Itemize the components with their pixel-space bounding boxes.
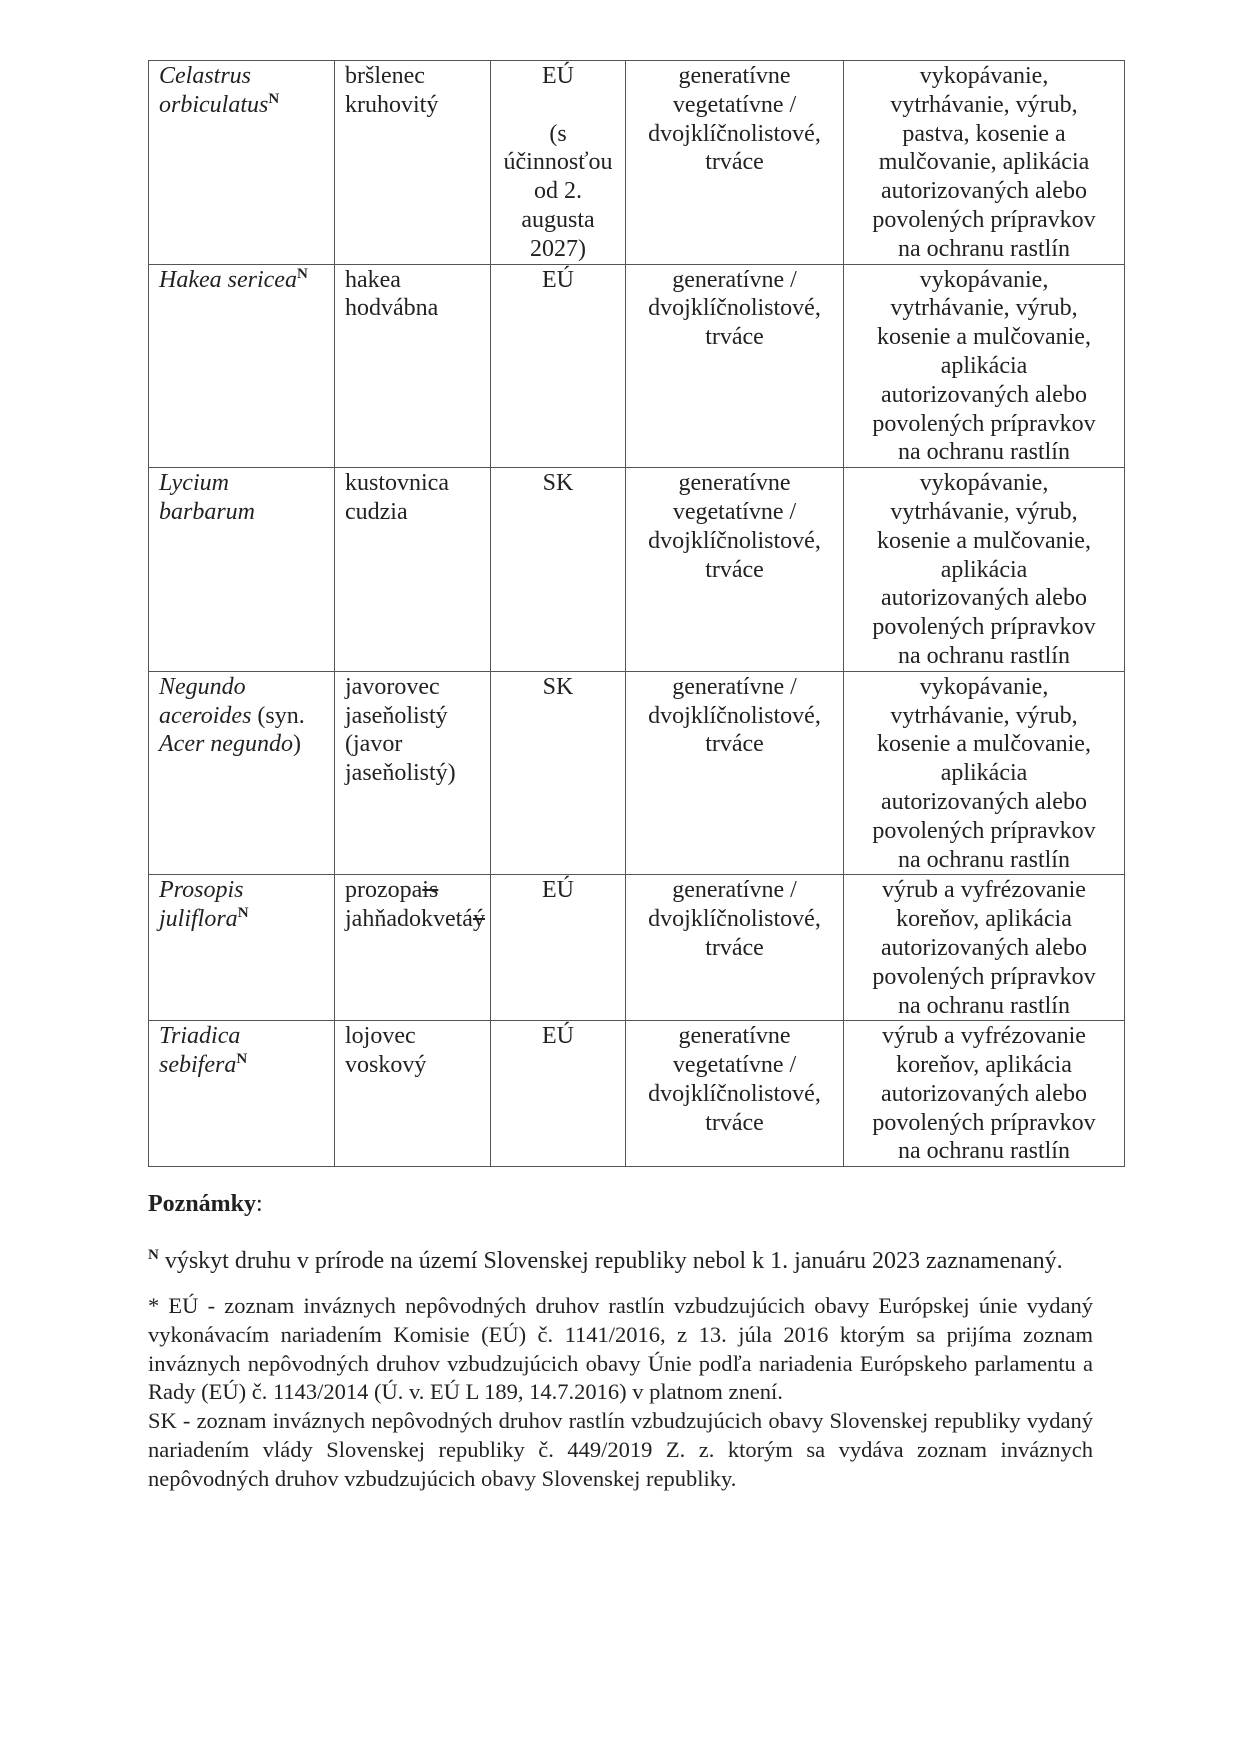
type-line: generatívne: [678, 63, 791, 89]
common-name-cell: [335, 61, 491, 265]
common-name-cell: [335, 671, 491, 875]
latin-name-cell: [149, 671, 335, 875]
type-line: dvojklíčnolistové,: [648, 295, 821, 322]
common-name-cell: [335, 468, 491, 672]
common-name-line: kustovnica: [345, 470, 449, 497]
table-row: [149, 61, 1125, 265]
type-line: generatívne: [678, 1023, 791, 1050]
synonym-name: Acer negundo: [159, 731, 293, 758]
common-name-cell: [335, 1021, 491, 1167]
common-name-line: cudzia: [345, 498, 408, 525]
method-line: aplikácia: [940, 760, 1028, 787]
method-line: mulčovanie, aplikácia: [878, 149, 1090, 176]
method-line: na ochranu rastlín: [898, 642, 1070, 669]
reproduction-type-cell: [626, 671, 844, 875]
notes-title: Poznámky: [148, 1191, 256, 1217]
common-name-cell: [335, 875, 491, 1021]
not-recorded-mark: N: [268, 90, 280, 107]
type-line: trváce: [705, 731, 764, 758]
type-line: dvojklíčnolistové,: [648, 120, 821, 147]
common-name-line: prozopa: [345, 877, 423, 904]
method-line: výrub a vyfrézovanie: [882, 877, 1086, 904]
status-cell: [491, 1021, 626, 1167]
latin-name-line: Celastrus: [159, 63, 252, 89]
method-line: na ochranu rastlín: [898, 992, 1070, 1019]
common-name-line: voskový: [345, 1052, 427, 1079]
method-line: pastva, kosenie a: [902, 120, 1066, 147]
status-line: SK: [542, 470, 574, 497]
status-line: augusta: [521, 206, 595, 233]
reproduction-type-cell: [626, 468, 844, 672]
method-line: vykopávanie,: [919, 470, 1049, 497]
method-line: autorizovaných alebo: [881, 585, 1087, 612]
type-line: trváce: [705, 324, 764, 351]
type-line: vegetatívne /: [672, 498, 797, 525]
method-line: vytrhávanie, výrub,: [890, 702, 1078, 729]
common-name-line: (javor: [345, 731, 403, 758]
method-line: autorizovaných alebo: [881, 934, 1087, 961]
common-name-cell: [335, 264, 491, 468]
type-line: generatívne /: [672, 877, 797, 904]
latin-name-cell: [149, 468, 335, 672]
latin-name-line: Lycium: [159, 470, 229, 497]
method-line: vytrhávanie, výrub,: [890, 498, 1078, 525]
latin-name-line: Prosopis: [159, 877, 244, 904]
common-name-line: hakea: [345, 266, 401, 293]
synonym-suffix: ): [292, 731, 301, 758]
status-line: EÚ: [542, 266, 574, 293]
removal-method-cell: [844, 875, 1125, 1021]
common-name-line: javorovec: [345, 673, 440, 700]
status-cell: [491, 875, 626, 1021]
removal-method-cell: [844, 61, 1125, 265]
method-line: na ochranu rastlín: [898, 439, 1070, 466]
type-line: trváce: [705, 149, 764, 176]
reproduction-type-cell: [626, 61, 844, 265]
common-name-line: jaseňolistý): [345, 760, 456, 787]
species-table: [148, 60, 1125, 1167]
type-line: dvojklíčnolistové,: [648, 1080, 821, 1107]
note-text: výskyt druhu v prírode na území Slovenskej republiky nebol k 1. januáru 2023 zaznamenaný.: [158, 1248, 1063, 1274]
latin-name-line: Negundo: [159, 673, 246, 700]
method-line: na ochranu rastlín: [898, 1138, 1070, 1165]
removal-method-cell: [844, 468, 1125, 672]
table-row: [149, 875, 1125, 1021]
common-name-line: hodvábna: [345, 295, 439, 322]
reproduction-type-cell: [626, 875, 844, 1021]
reproduction-type-cell: [626, 264, 844, 468]
method-line: kosenie a mulčovanie,: [877, 324, 1091, 351]
common-name-line: jahňadokvetá: [345, 906, 473, 933]
method-line: povolených prípravkov: [872, 817, 1096, 844]
struck-text: is: [422, 877, 439, 904]
type-line: trváce: [705, 556, 764, 583]
method-line: vykopávanie,: [919, 63, 1049, 89]
latin-name-cell: [149, 264, 335, 468]
status-cell: [491, 468, 626, 672]
reproduction-type-cell: [626, 1021, 844, 1167]
method-line: povolených prípravkov: [872, 614, 1096, 641]
status-cell: [491, 671, 626, 875]
table-row: [149, 671, 1125, 875]
method-line: kosenie a mulčovanie,: [877, 527, 1091, 554]
method-line: autorizovaných alebo: [881, 381, 1087, 408]
method-line: autorizovaných alebo: [881, 178, 1087, 205]
common-name-line: kruhovitý: [345, 91, 439, 118]
latin-name-cell: [149, 875, 335, 1021]
method-line: vytrhávanie, výrub,: [890, 295, 1078, 322]
method-line: na ochranu rastlín: [898, 846, 1070, 873]
latin-name-cell: [149, 61, 335, 265]
removal-method-cell: [844, 671, 1125, 875]
method-line: na ochranu rastlín: [898, 235, 1070, 262]
latin-name-line: Hakea sericea: [159, 266, 297, 293]
type-line: dvojklíčnolistové,: [648, 702, 821, 729]
type-line: dvojklíčnolistové,: [648, 906, 821, 933]
method-line: povolených prípravkov: [872, 410, 1096, 437]
type-line: generatívne /: [672, 673, 797, 700]
method-line: vytrhávanie, výrub,: [890, 91, 1078, 118]
method-line: koreňov, aplikácia: [896, 1052, 1072, 1079]
method-line: koreňov, aplikácia: [896, 906, 1072, 933]
method-line: autorizovaných alebo: [881, 788, 1087, 815]
status-line: (s: [549, 120, 567, 147]
note-lists: [148, 1292, 1093, 1494]
status-line: účinnosťou: [503, 149, 613, 176]
type-line: dvojklíčnolistové,: [648, 527, 821, 554]
removal-method-cell: [844, 1021, 1125, 1167]
not-recorded-mark: N: [148, 1247, 159, 1263]
common-name-line: bršlenec: [345, 63, 425, 89]
method-line: výrub a vyfrézovanie: [882, 1023, 1086, 1050]
notes-title-colon: :: [256, 1191, 263, 1217]
status-cell: [491, 264, 626, 468]
method-line: povolených prípravkov: [872, 963, 1096, 990]
latin-name-cell: [149, 1021, 335, 1167]
method-line: povolených prípravkov: [872, 1109, 1096, 1136]
method-line: vykopávanie,: [919, 266, 1049, 293]
status-line: EÚ: [542, 1023, 574, 1050]
common-name-line: lojovec: [345, 1023, 416, 1050]
status-cell: [491, 61, 626, 265]
status-line: od 2.: [534, 178, 582, 205]
struck-text: ý: [472, 906, 485, 933]
method-line: kosenie a mulčovanie,: [877, 731, 1091, 758]
latin-name-line: Triadica: [159, 1023, 241, 1050]
type-line: trváce: [705, 1109, 764, 1136]
type-line: generatívne: [678, 470, 791, 497]
status-line: EÚ: [542, 877, 574, 904]
type-line: generatívne /: [672, 266, 797, 293]
not-recorded-mark: N: [236, 1051, 248, 1068]
latin-name-line: juliflora: [159, 906, 238, 933]
latin-name-line: aceroides: [159, 702, 252, 729]
method-line: aplikácia: [940, 352, 1028, 379]
latin-name-line: orbiculatus: [159, 91, 269, 118]
common-name-line: jaseňolistý: [345, 702, 448, 729]
table-row: [149, 468, 1125, 672]
not-recorded-mark: N: [237, 905, 249, 922]
table-row: [149, 264, 1125, 468]
status-line: SK: [542, 673, 574, 700]
removal-method-cell: [844, 264, 1125, 468]
not-recorded-mark: N: [296, 265, 308, 282]
note-eu-list: * EÚ - zoznam inváznych nepôvodných druhov rastlín vzbudzujúcich obavy Európskej únie vydaný vykonávacím nariadením Komisie (EÚ) č. 1141/2016, z 13. júla 2016 ktorým sa prijíma zoznam inváznych nepôvodných druhov vzbudzujúcich obavy Únie podľa nariadenia Európskeho parlamentu a Rady (EÚ) č. 1143/2014 (Ú. v. EÚ L 189, 14.7.2016) v platnom znení.: [148, 1293, 1093, 1405]
synonym-prefix: (syn.: [251, 702, 305, 729]
status-line: 2027): [530, 235, 586, 262]
note-not-recorded: [148, 1247, 1093, 1276]
latin-name-line: sebifera: [159, 1052, 237, 1079]
note-sk-list: SK - zoznam inváznych nepôvodných druhov rastlín vzbudzujúcich obavy Slovenskej republiky vydaný nariadením vlády Slovenskej republiky č. 449/2019 Z. z. ktorým sa vydáva zoznam inváznych nepôvodných druhov vzbudzujúcich obavy Slovenskej republiky.: [148, 1408, 1093, 1491]
notes-heading: [148, 1190, 1093, 1219]
method-line: povolených prípravkov: [872, 206, 1096, 233]
type-line: trváce: [705, 934, 764, 961]
status-line-blank: [501, 91, 615, 120]
method-line: aplikácia: [940, 556, 1028, 583]
method-line: autorizovaných alebo: [881, 1080, 1087, 1107]
table-row: [149, 1021, 1125, 1167]
method-line: vykopávanie,: [919, 673, 1049, 700]
status-line: EÚ: [542, 63, 574, 89]
type-line: vegetatívne /: [672, 1052, 797, 1079]
latin-name-line: barbarum: [159, 498, 256, 525]
type-line: vegetatívne /: [672, 91, 797, 118]
